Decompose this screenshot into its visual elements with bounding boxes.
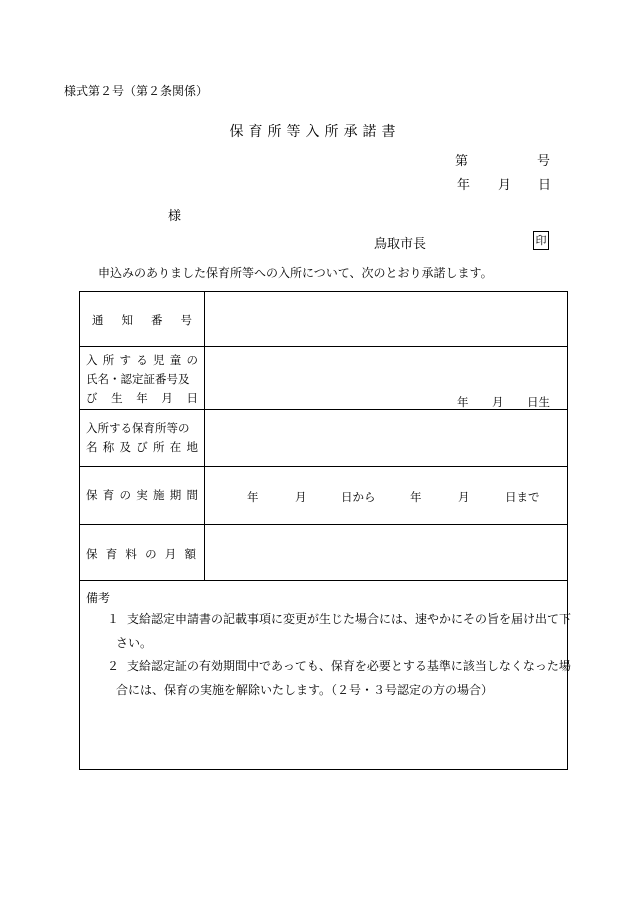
issue-date-year: 年 <box>457 178 471 193</box>
table-divider <box>79 346 568 347</box>
care-period-label: 保 育 の 実 施 期 間 <box>86 488 198 502</box>
period-start-month: 月 <box>295 490 307 504</box>
monthly-fee-label: 保 育 料 の 月 額 <box>86 547 196 561</box>
period-end-day: 日まで <box>505 490 540 504</box>
table-divider <box>79 524 568 525</box>
remark-text: さい。 <box>116 636 153 650</box>
issue-date-day: 日 <box>538 178 552 193</box>
child-birth-year: 年 <box>457 395 469 409</box>
remark-text: 支給認定証の有効期間中であっても、保育を必要とする基準に該当しなくなった場 <box>127 659 571 673</box>
remark-number: ２ <box>107 659 120 673</box>
period-end-year: 年 <box>410 490 422 504</box>
form-number-label: 様式第２号（第２条関係） <box>64 84 209 98</box>
notice-number-label: 通 知 番 号 <box>92 313 192 327</box>
remarks-heading: 備考 <box>86 591 111 605</box>
issuer-name: 鳥取市長 <box>374 237 427 252</box>
document-number-suffix: 号 <box>537 154 551 169</box>
seal-mark: 印 <box>533 231 549 250</box>
period-start-day: 日から <box>341 490 376 504</box>
intro-text: 申込みのありました保育所等への入所について、次のとおり承諾します。 <box>98 266 493 280</box>
facility-label: 入所する保育所等の 名 称 及 び 所 在 地 <box>86 421 198 454</box>
table-divider <box>79 580 568 581</box>
remark-text: 支給認定申請書の記載事項に変更が生じた場合には、速やかにその旨を届け出て下 <box>127 612 572 626</box>
child-birth-month: 月 <box>492 395 504 409</box>
child-birth-day: 日生 <box>527 395 550 409</box>
document-number-prefix: 第 <box>455 154 469 169</box>
document-title: 保育所等入所承諾書 <box>229 124 401 140</box>
table-column-divider <box>204 291 205 580</box>
addressee-honorific: 様 <box>168 209 182 224</box>
child-info-label: 入 所 す る 児 童 の 氏名・認定証番号及 び 生 年 月 日 <box>86 353 198 405</box>
remark-number: １ <box>107 612 120 626</box>
issue-date-month: 月 <box>498 178 512 193</box>
period-end-month: 月 <box>458 490 470 504</box>
period-start-year: 年 <box>247 490 259 504</box>
remark-text: 合には、保育の実施を解除いたします。（２号・３号認定の方の場合） <box>116 683 494 697</box>
table-divider <box>79 466 568 467</box>
